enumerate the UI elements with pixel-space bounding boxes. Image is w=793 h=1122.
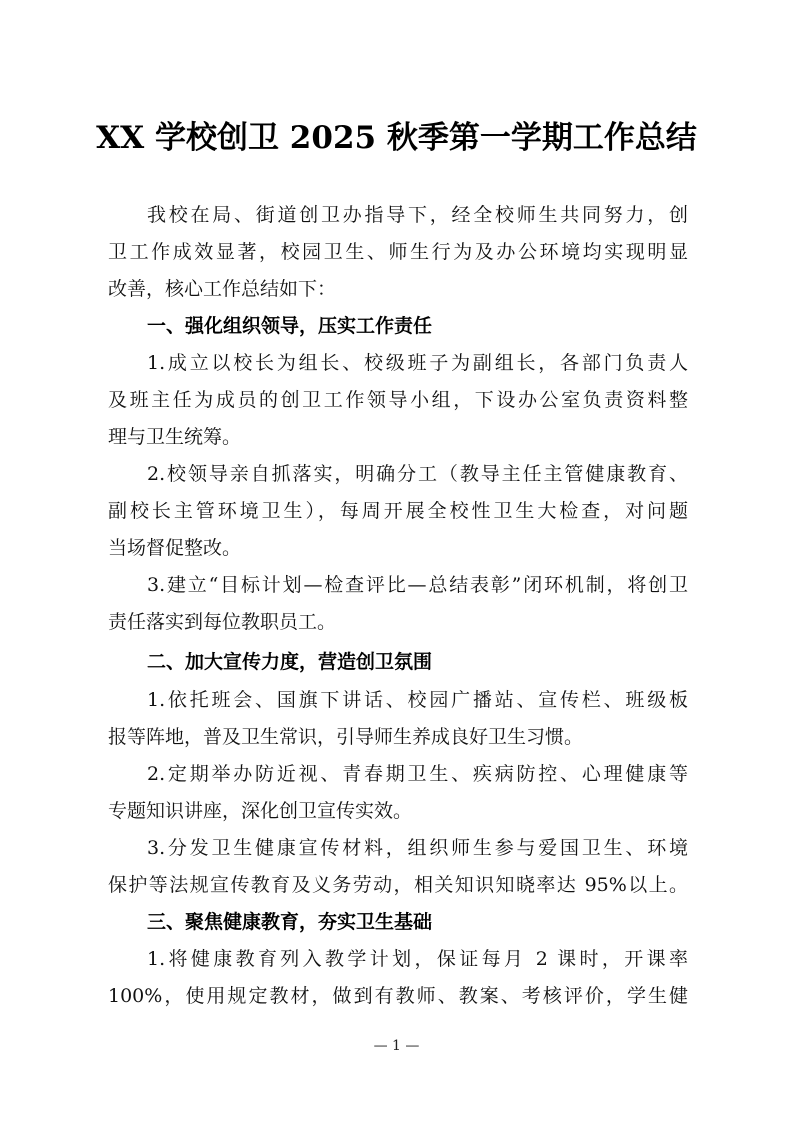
- section-1-item-2-line-1: 2.校领导亲自抓落实，明确分工（教导主任主管健康教育、: [147, 463, 688, 485]
- section-1-item-2-line-2: 副校长主管环境卫生），每周开展全校性卫生大检查，对问题: [108, 500, 688, 522]
- section-1-item-3-line-1: 3.建立“目标计划—检查评比—总结表彰”闭环机制，将创卫: [147, 574, 688, 596]
- intro-line-2: 卫工作成效显著，校园卫生、师生行为及办公环境均实现明显: [108, 241, 688, 263]
- section-1-item-3-line-2: 责任落实到每位教职员工。: [108, 611, 337, 633]
- section-3-item-1-line-1: 1.将健康教育列入教学计划，保证每月 2 课时，开课率: [147, 948, 688, 970]
- intro-line-3: 改善，核心工作总结如下：: [108, 278, 337, 300]
- section-2-heading: 二、加大宣传力度，营造创卫氛围: [147, 651, 433, 673]
- section-3-item-1-line-2: 100%，使用规定教材，做到有教师、教案、考核评价，学生健: [108, 985, 688, 1007]
- intro-line-1: 我校在局、街道创卫办指导下，经全校师生共同努力，创: [147, 204, 688, 226]
- section-2-item-2-line-1: 2.定期举办防近视、青春期卫生、疾病防控、心理健康等: [147, 763, 688, 785]
- section-2-item-2-line-2: 专题知识讲座，深化创卫宣传实效。: [108, 800, 413, 822]
- section-1-item-1-line-2: 及班主任为成员的创卫工作领导小组，下设办公室负责资料整: [108, 389, 688, 411]
- page-number: — 1 —: [373, 1038, 420, 1054]
- section-1-item-2-line-3: 当场督促整改。: [108, 537, 242, 559]
- section-3-heading: 三、聚焦健康教育，夯实卫生基础: [147, 911, 433, 933]
- section-1-item-1-line-3: 理与卫生统筹。: [108, 426, 242, 448]
- section-1-item-1-line-1: 1.成立以校长为组长、校级班子为副组长，各部门负责人: [147, 352, 688, 374]
- document-title: XX 学校创卫 2025 秋季第一学期工作总结: [96, 120, 697, 156]
- section-2-item-1-line-2: 报等阵地，普及卫生常识，引导师生养成良好卫生习惯。: [108, 726, 584, 748]
- section-2-item-3-line-1: 3.分发卫生健康宣传材料，组织师生参与爱国卫生、环境: [147, 837, 688, 859]
- section-2-item-1-line-1: 1.依托班会、国旗下讲话、校园广播站、宣传栏、班级板: [147, 689, 688, 711]
- section-1-heading: 一、强化组织领导，压实工作责任: [147, 315, 433, 337]
- section-2-item-3-line-2: 保护等法规宣传教育及义务劳动，相关知识知晓率达 95%以上。: [108, 874, 688, 896]
